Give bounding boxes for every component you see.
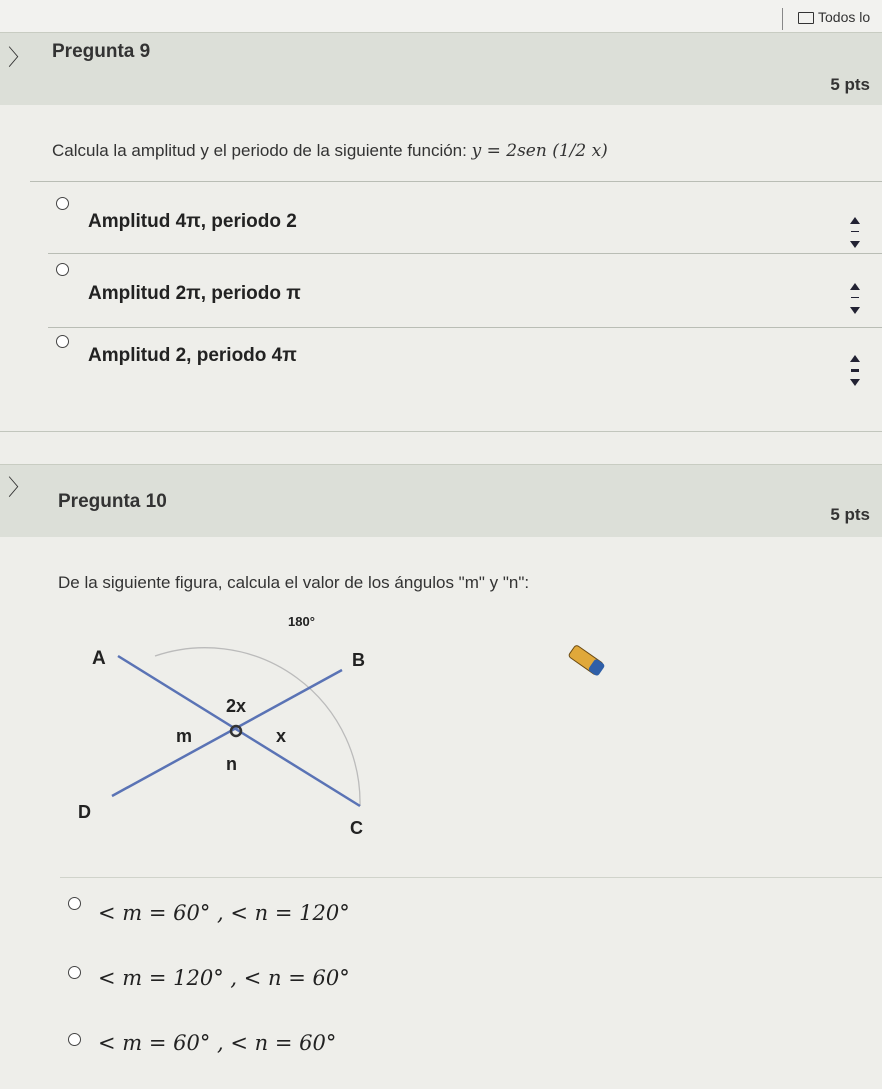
question-9-title: Pregunta 9 <box>52 41 151 62</box>
pencil-icon[interactable] <box>562 640 612 685</box>
stem-formula: y = 2sen (1/2 x) <box>471 141 608 161</box>
question-10-points: 5 pts <box>830 505 870 524</box>
answer-option[interactable] <box>30 1027 882 1071</box>
answer-label: < m = 60° , < n = 120° <box>98 901 350 925</box>
point-a-label: A <box>92 648 106 669</box>
reorder-handle-icon[interactable] <box>848 283 862 317</box>
point-b-label: B <box>352 650 365 670</box>
answer-option[interactable] <box>30 962 882 1006</box>
question-10-header <box>0 464 882 538</box>
answer-label: Amplitud 2, periodo 4π <box>88 345 297 366</box>
line-ac <box>118 656 360 806</box>
answer-label: Amplitud 2π, periodo π <box>88 283 301 304</box>
divider <box>0 431 882 432</box>
radio-button[interactable] <box>56 335 69 348</box>
point-d-label: D <box>78 802 91 822</box>
answer-option[interactable] <box>30 333 882 397</box>
answer-option[interactable] <box>30 191 882 251</box>
folder-label[interactable]: Todos lo <box>818 9 871 25</box>
question-10-title: Pregunta 10 <box>58 491 167 512</box>
answer-label: < m = 60° , < n = 60° <box>98 1031 337 1055</box>
question-9-header <box>0 32 882 106</box>
radio-button[interactable] <box>68 966 81 979</box>
angle-top-label: 2x <box>226 696 247 716</box>
radio-button[interactable] <box>68 1033 81 1046</box>
angle-bottom-label: n <box>226 754 237 774</box>
stem-text: Calcula la amplitud y el periodo de la siguiente función: <box>52 141 472 160</box>
radio-button[interactable] <box>56 197 69 210</box>
question-9-body <box>0 105 882 435</box>
divider <box>48 327 882 328</box>
angle-left-label: m <box>176 726 193 746</box>
chevron-right-icon[interactable]: 〉 <box>8 45 31 70</box>
folder-icon[interactable] <box>798 12 814 24</box>
top-bar <box>0 0 882 32</box>
divider <box>60 877 882 878</box>
radio-button[interactable] <box>68 897 81 910</box>
answer-option[interactable] <box>30 257 882 321</box>
question-9-points: 5 pts <box>830 75 870 94</box>
reorder-handle-icon[interactable] <box>848 355 862 389</box>
answer-option[interactable] <box>30 893 882 937</box>
angle-figure <box>60 608 390 848</box>
divider <box>30 181 882 182</box>
radio-button[interactable] <box>56 263 69 276</box>
divider <box>782 8 783 30</box>
question-10-stem: De la siguiente figura, calcula el valor de los ángulos "m" y "n": <box>58 573 530 592</box>
answer-label: Amplitud 4π, periodo 2 <box>88 211 297 232</box>
question-9-stem <box>52 141 608 161</box>
arc-label: 180° <box>288 614 315 629</box>
divider <box>48 253 882 254</box>
answer-label: < m = 120° , < n = 60° <box>98 966 350 990</box>
line-db <box>112 670 342 796</box>
chevron-right-icon[interactable]: 〉 <box>8 475 31 500</box>
point-c-label: C <box>350 818 363 838</box>
angle-right-label: x <box>276 726 287 746</box>
reorder-handle-icon[interactable] <box>848 217 862 251</box>
